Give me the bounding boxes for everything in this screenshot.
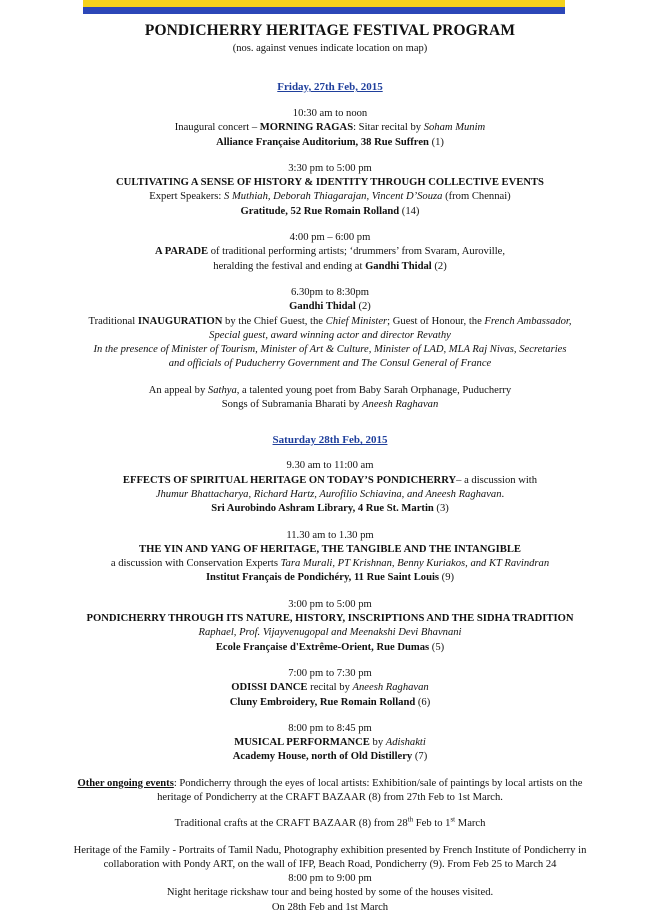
event-time: 4:00 pm – 6:00 pm — [289, 232, 371, 244]
event-morning-ragas — [0, 107, 660, 150]
event-spiritual-heritage — [0, 459, 660, 516]
event-speakers: Jhumur Bhattacharya, Richard Hartz, Aurofilio Schiavina, and Aneesh Raghavan. — [155, 488, 505, 500]
event-title: EFFECTS OF SPIRITUAL HERITAGE ON TODAY’S PONDICHERRY– a discussion with — [122, 474, 538, 486]
event-time: 6.30pm to 8:30pm — [291, 286, 369, 298]
event-cultivating-history — [0, 162, 660, 219]
event-nature-history — [0, 598, 660, 655]
event-description-2: heralding the festival and ending at Gandhi Thidal (2) — [213, 260, 447, 272]
event-venue: Institut Français de Pondichéry, 11 Rue Saint Louis (9) — [205, 572, 455, 584]
event-venue: Gandhi Thidal (2) — [289, 301, 371, 313]
event-appeal — [0, 384, 660, 413]
night-tour-description: Night heritage rickshaw tour and being hosted by some of the houses visited. — [166, 887, 494, 899]
event-special-guest: Special guest, award winning actor and director Revathy — [209, 329, 451, 341]
event-title: PONDICHERRY THROUGH ITS NATURE, HISTORY, INSCRIPTIONS AND THE SIDHA TRADITION — [86, 613, 574, 625]
event-speakers: Raphael, Prof. Vijayvenugopal and Meenakshi Devi Bhavnani — [198, 627, 462, 639]
event-time: 7:00 pm to 7:30 pm — [288, 667, 372, 679]
event-venue: Ecole Française d'Extrême-Orient, Rue Dumas (5) — [215, 641, 445, 653]
event-inauguration — [0, 286, 660, 372]
event-venue: Sri Aurobindo Ashram Library, 4 Rue St. Martin (3) — [211, 503, 449, 515]
event-parade — [0, 231, 660, 274]
ongoing-label: Other ongoing events — [77, 777, 174, 789]
yellow-stripe — [83, 0, 565, 7]
day-heading-friday: Friday, 27th Feb, 2015 — [277, 81, 383, 93]
event-time: 9.30 am to 11:00 am — [286, 460, 374, 472]
night-tour-dates: On 28th Feb and 1st March — [271, 901, 389, 913]
event-title: CULTIVATING A SENSE OF HISTORY & IDENTITY THROUGH COLLECTIVE EVENTS — [116, 177, 544, 189]
program-document — [0, 22, 660, 915]
ongoing-family-portraits: Heritage of the Family - Portraits of Tamil Nadu, Photography exhibition presented by French Institute of Pondicherry in collaboration with Pondy ART, on the wall of IFP, Beach Road, Pondicherry (9). From Feb 25 to March 24 8:00 pm to 9:00 pm Night heritage rickshaw tour and being hosted by some of the houses visited. On 28th Feb and 1st March — [0, 844, 660, 915]
event-time: 3:00 pm to 5:00 pm — [288, 598, 372, 610]
event-title: ODISSI DANCE recital by Aneesh Raghavan — [231, 682, 429, 694]
event-description-2: Songs of Subramania Bharati by Aneesh Raghavan — [221, 399, 439, 411]
event-dignitaries-2: and officials of Puducherry Government and The Consul General of France — [168, 358, 492, 370]
event-title: MUSICAL PERFORMANCE by Adishakti — [234, 737, 426, 749]
ongoing-events — [0, 777, 660, 806]
event-title: THE YIN AND YANG OF HERITAGE, THE TANGIBLE AND THE INTANGIBLE — [139, 543, 521, 555]
page-title: PONDICHERRY HERITAGE FESTIVAL PROGRAM — [144, 22, 516, 39]
event-time: 11.30 am to 1.30 pm — [286, 529, 374, 541]
night-tour-time: 8:00 pm to 9:00 pm — [288, 873, 372, 885]
event-venue: Gratitude, 52 Rue Romain Rolland (14) — [240, 205, 420, 217]
event-time: 3:30 pm to 5:00 pm — [288, 162, 372, 174]
blue-stripe — [83, 7, 565, 14]
event-speakers: a discussion with Conservation Experts Tara Murali, PT Krishnan, Benny Kuriakos, and KT Ravindran — [110, 558, 550, 570]
event-dignitaries-1: In the presence of Minister of Tourism, Minister of Art & Culture, Minister of LAD, MLA Raj Nivas, Secretaries — [93, 344, 567, 356]
event-odissi-dance — [0, 667, 660, 710]
ongoing-crafts: Traditional crafts at the CRAFT BAZAAR (8) from 28th Feb to 1st March — [174, 815, 486, 830]
top-color-stripe — [83, 0, 565, 14]
event-venue: Academy House, north of Old Distillery (7) — [232, 751, 428, 763]
event-speakers: Expert Speakers: S Muthiah, Deborah Thiagarajan, Vincent D’Souza (from Chennai) — [149, 191, 511, 203]
event-description: Traditional INAUGURATION by the Chief Guest, the Chief Minister; Guest of Honour, the French Ambassador, — [88, 315, 572, 327]
day-heading-saturday: Saturday 28th Feb, 2015 — [272, 434, 388, 447]
event-description: An appeal by Sathya, a talented young poet from Baby Sarah Orphanage, Puducherry — [148, 384, 512, 396]
event-musical-performance — [0, 722, 660, 765]
event-venue: Alliance Française Auditorium, 38 Rue Suffren (1) — [216, 136, 444, 148]
event-description: A PARADE of traditional performing artists; ‘drummers’ from Svaram, Auroville, — [154, 246, 506, 258]
event-time: 8:00 pm to 8:45 pm — [288, 722, 372, 734]
ongoing-line-2: heritage of Pondicherry at the CRAFT BAZAAR (8) from 27th Feb to 1st March. — [157, 791, 503, 803]
event-venue: Cluny Embroidery, Rue Romain Rolland (6) — [229, 696, 431, 708]
event-description: Inaugural concert – MORNING RAGAS: Sitar recital by Soham Munim — [174, 122, 486, 134]
event-yin-yang — [0, 529, 660, 586]
event-time: 10:30 am to noon — [292, 108, 368, 119]
page-subtitle: (nos. against venues indicate location on map) — [232, 43, 428, 54]
ongoing-line-1: Other ongoing events: Pondicherry through the eyes of local artists: Exhibition/sale of paintings by local artists on the — [77, 777, 583, 789]
